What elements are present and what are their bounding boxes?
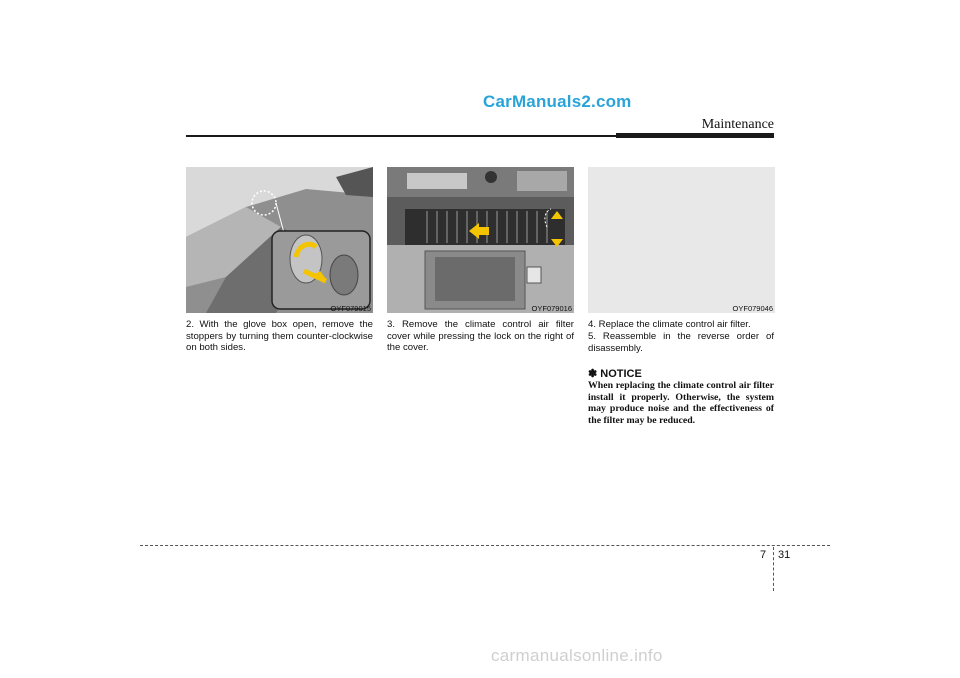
figure-filter-cover [387, 167, 574, 313]
figure-code: OYF079015 [330, 304, 371, 313]
step-5: 5. Reassemble in the reverse order of disassembly. [588, 331, 774, 354]
step-4: 4. Replace the climate control air filter. [588, 319, 751, 330]
watermark-top[interactable]: CarManuals2.com [483, 92, 632, 111]
notice-symbol: ✽ [588, 368, 598, 380]
figure-code: OYF079016 [531, 304, 572, 313]
chapter-number: 7 [760, 549, 767, 561]
watermark-bottom[interactable]: carmanualsonline.info [491, 646, 663, 665]
figure-glove-box [186, 167, 373, 313]
notice-body: When replacing the climate control air filter install it properly. Otherwise, the system may produce noise and the effectiveness of the filter may be reduced. [588, 380, 774, 426]
filter-cover-photo [387, 167, 574, 313]
footer-dashed-rule [140, 545, 830, 546]
step-2: 2. With the glove box open, remove the stoppers by turning them counter-clockwise on both sides. [186, 319, 373, 353]
notice-heading [588, 367, 642, 380]
page-number: 31 [778, 549, 791, 561]
figure-code: OYF079046 [732, 304, 773, 313]
figure-code-bar [588, 303, 775, 314]
glove-box-photo [186, 167, 373, 313]
step-3: 3. Remove the climate control air filter cover while pressing the lock on the right of the cover. [387, 319, 574, 353]
figure-code-bar [387, 303, 574, 314]
figure-code-bar [186, 303, 373, 314]
header-rule-thick [616, 133, 774, 138]
header-rule [186, 135, 616, 137]
section-title: Maintenance [701, 117, 774, 132]
figure-placeholder [588, 167, 775, 313]
footer-page-divider [773, 547, 774, 591]
notice-title: NOTICE [600, 368, 642, 380]
